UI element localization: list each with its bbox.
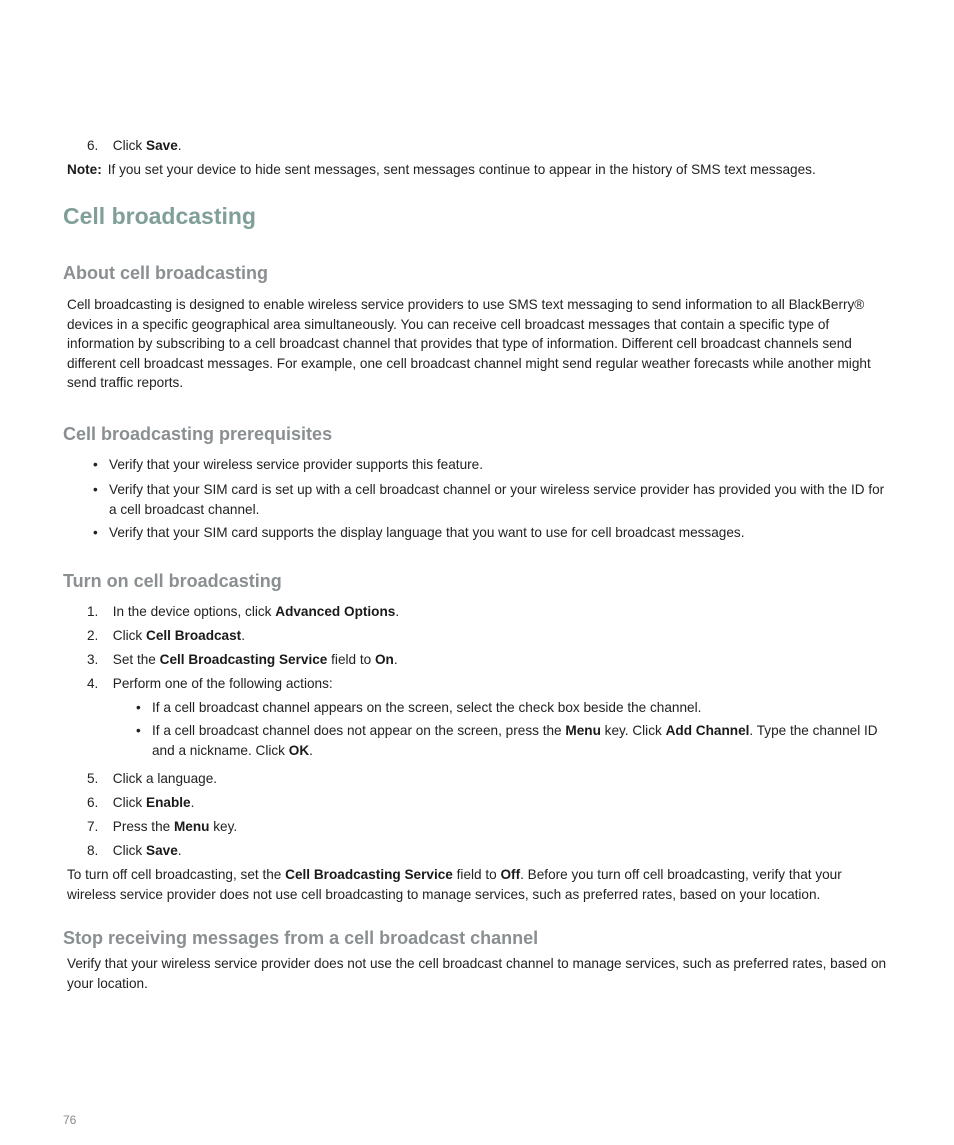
bullet-icon: • <box>136 700 141 715</box>
bullet-icon: • <box>93 457 98 472</box>
step-7 <box>87 817 893 837</box>
step-8 <box>87 841 893 861</box>
bullet-icon: • <box>93 525 98 540</box>
step-number: 6. <box>87 138 99 153</box>
list-item-text: Verify that your SIM card supports the display language that you want to use for cell broadcast messages. <box>109 525 745 540</box>
step-3 <box>87 650 893 670</box>
step-text: In the device options, click Advanced Options. <box>112 604 400 619</box>
step-text: Perform one of the following actions: <box>112 676 333 691</box>
top-step-6 <box>87 136 893 156</box>
about-heading: About cell broadcasting <box>63 263 269 283</box>
step-text: Click Save. <box>112 138 182 153</box>
step-number: 6. <box>87 795 99 810</box>
stop-paragraph: Verify that your wireless service provider does not use the cell broadcast channel to manage services, such as preferred rates, based on your location. <box>67 956 887 991</box>
step-text: Click a language. <box>112 771 218 786</box>
step-5 <box>87 769 893 789</box>
step-2 <box>87 626 893 646</box>
step-text: Set the Cell Broadcasting Service field to On. <box>112 652 398 667</box>
about-paragraph: Cell broadcasting is designed to enable wireless service providers to use SMS text messaging to send information to all BlackBerry® devices in a specific geographical area simultaneously. You can receive cell broadcast messages that contain a specific type of information by subscribing to a cell broadcast channel that provides that type of information. Different cell broadcast channels send different cell broadcast messages. For example, one cell broadcast channel might send regular weather forecasts while another might send traffic reports. <box>67 297 871 390</box>
list-item <box>93 523 893 543</box>
section-title: Cell broadcasting <box>63 203 256 229</box>
step-number: 4. <box>87 676 99 691</box>
list-item-text: Verify that your wireless service provider supports this feature. <box>109 457 483 472</box>
bullet-icon: • <box>136 723 141 738</box>
step-4 <box>87 674 893 694</box>
step-text: Click Save. <box>112 843 182 858</box>
step-6 <box>87 793 893 813</box>
step-number: 3. <box>87 652 99 667</box>
step-1 <box>87 602 893 622</box>
page-number: 76 <box>63 1113 77 1127</box>
step-number: 2. <box>87 628 99 643</box>
stop-heading: Stop receiving messages from a cell broadcast channel <box>63 928 539 948</box>
sub-list-item-text: If a cell broadcast channel appears on the screen, select the check box beside the channel. <box>152 700 702 715</box>
step-text: Press the Menu key. <box>112 819 238 834</box>
turn-on-heading: Turn on cell broadcasting <box>63 571 282 591</box>
note <box>67 160 893 180</box>
step-number: 8. <box>87 843 99 858</box>
sub-list-item <box>136 698 893 718</box>
prereq-heading: Cell broadcasting prerequisites <box>63 424 333 444</box>
sub-list-item <box>136 721 893 760</box>
bullet-icon: • <box>93 482 98 497</box>
note-label: Note: <box>67 162 102 177</box>
step-number: 1. <box>87 604 99 619</box>
step-number: 7. <box>87 819 99 834</box>
step-number: 5. <box>87 771 99 786</box>
list-item <box>93 455 893 475</box>
sub-list-item-text: If a cell broadcast channel does not appear on the screen, press the Menu key. Click Add Channel. Type the channel ID and a nickname. Click OK. <box>152 723 878 758</box>
step-text: Click Enable. <box>112 795 195 810</box>
turn-off-paragraph: To turn off cell broadcasting, set the Cell Broadcasting Service field to Off. Before you turn off cell broadcasting, verify that your wireless service provider does not use cell broadcasting to manage services, such as preferred rates, based on your location. <box>67 867 842 902</box>
list-item <box>93 480 893 519</box>
note-text: If you set your device to hide sent messages, sent messages continue to appear in the history of SMS text messages. <box>107 162 816 177</box>
list-item-text: Verify that your SIM card is set up with a cell broadcast channel or your wireless service provider has provided you with the ID for a cell broadcast channel. <box>109 482 885 517</box>
step-text: Click Cell Broadcast. <box>112 628 245 643</box>
